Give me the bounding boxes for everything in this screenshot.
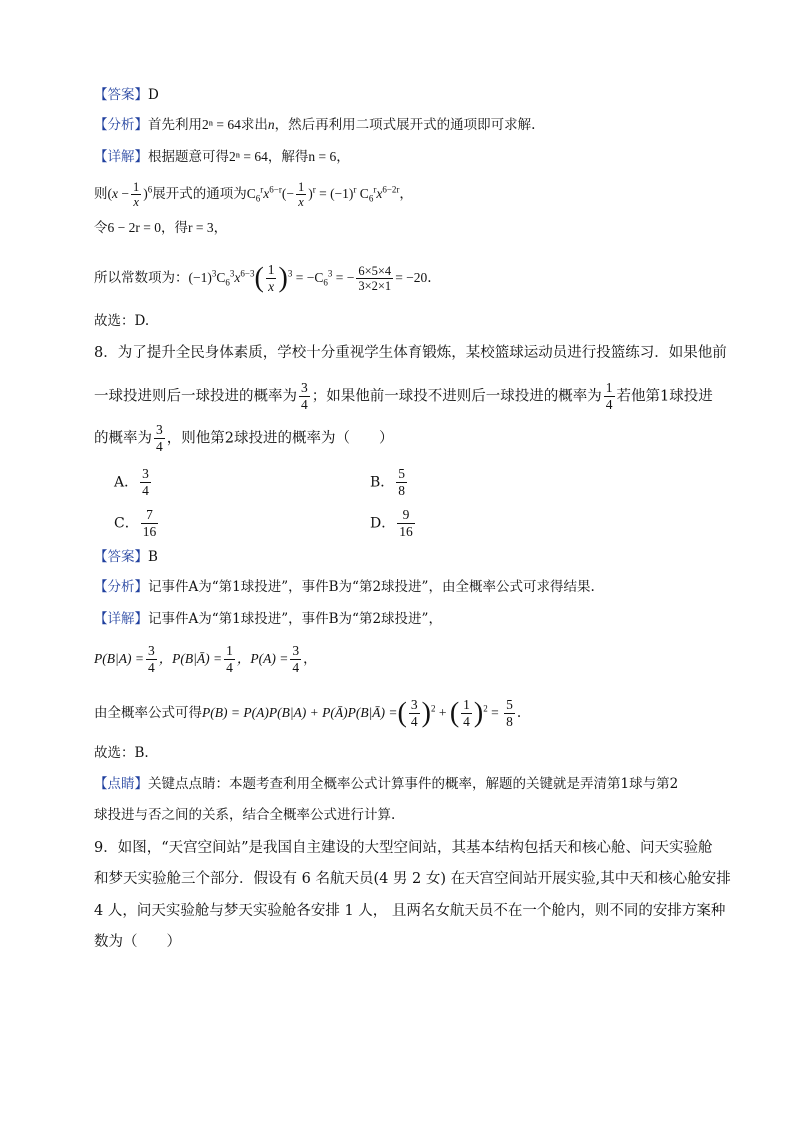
right-paren: )	[421, 697, 431, 729]
question-stem: 和梦天实验舱三个部分．假设有 6 名航天员(4 男 2 女) 在天宫空间站开展实验,其中天和核心舱安排	[94, 871, 731, 887]
fraction-one-quarter: $\frac{1}{4}$	[226, 643, 233, 675]
choose-text: 故选：B.	[94, 745, 149, 761]
question-stem: 如图，“天宫空间站”是我国自主建设的大型空间站，其基本结构包括天和核心舱、问天实验舱	[117, 840, 713, 856]
q9-stem-line-1	[94, 838, 713, 858]
square-plus: $^2$ +	[430, 703, 450, 720]
fraction-one-quarter: $\frac{1}{4}$	[463, 697, 470, 729]
q9-stem-line-4	[94, 932, 181, 952]
right-paren: )	[473, 697, 484, 729]
right-paren: )	[278, 262, 288, 294]
square-equals: $^2$ =	[483, 703, 503, 720]
constant-expression: $(-1)^3C_6^3x^{6-3}$	[188, 268, 255, 288]
option-fraction: $\frac{3}{4}$	[142, 466, 149, 498]
detail-text: ，解得	[267, 149, 309, 165]
option-label: A．	[114, 474, 139, 491]
detail-equation: n = 6	[308, 149, 337, 164]
let-equation: 6 − 2r = 0	[107, 220, 161, 235]
option-label: D．	[370, 515, 396, 532]
question-stem: 为了提升全民身体素质，学校十分重视学生体育锻炼，某校篮球运动员进行投篮练习．如果他前	[117, 345, 727, 361]
detail-tag: 【详解】	[94, 149, 148, 165]
q8-choose-line	[94, 743, 149, 763]
q7-detail-line	[94, 147, 350, 167]
fraction-three-quarters: $\frac{3}{4}$	[147, 643, 155, 675]
q9-stem-line-3	[94, 901, 725, 921]
let-text: 令	[94, 220, 108, 236]
question-stem: 4 人，问天实验舱与梦天实验舱各安排 1 人， 且两名女航天员不在一个舱内，则不同的安排方案种	[94, 903, 726, 919]
q7-analysis-line	[94, 115, 535, 135]
option-a[interactable]	[114, 466, 153, 499]
detail-tag: 【详解】	[94, 611, 148, 627]
fraction-1-over-x: $\frac{1}{x}$	[297, 180, 305, 209]
q7-answer-line	[94, 85, 159, 105]
constant-result: = −20	[395, 270, 428, 285]
option-label: B．	[370, 474, 395, 491]
option-fraction: $\frac{9}{16}$	[399, 507, 413, 539]
q8-total-probability-line: 由全概率公式可得P(B) = P(A)P(B|A) + P(Ā)P(B|Ā) =( $\frac{3}{4}$ )$^2$ + ( $\frac{1}{4}$ )$^2$ = $\frac{5}{8}$ .	[94, 697, 522, 729]
binomial-expression: (x −	[107, 186, 129, 201]
note-text: 球投进与否之间的关系，结合全概率公式进行计算.	[94, 807, 396, 823]
probability-b-given-not-a: ，P(B|Ā) =	[158, 651, 223, 666]
q7-general-term-line	[94, 180, 413, 209]
option-fraction: $\frac{5}{8}$	[398, 466, 406, 498]
let-text: ，得	[160, 220, 188, 236]
q8-stem-line-2	[94, 380, 713, 413]
q9-stem-line-2	[94, 869, 731, 889]
q8-stem-line-3	[94, 422, 393, 455]
note-text: 关键点点睛：本题考查利用全概率公式计算事件的概率，解题的关键就是弄清第1球与第2	[148, 776, 679, 792]
q7-choose-line	[94, 311, 149, 331]
question-stem: 数为（ ）	[94, 934, 181, 950]
analysis-text: 求出	[240, 117, 268, 133]
q8-note-line-2	[94, 805, 395, 825]
q8-note-line-1	[94, 774, 678, 794]
option-c[interactable]	[114, 507, 160, 540]
let-text: ，	[213, 220, 228, 236]
punctuation: ，	[303, 651, 317, 667]
option-fraction: $\frac{7}{16}$	[142, 507, 157, 539]
fraction-1-over-x: $\frac{1}{x}$	[133, 180, 140, 209]
answer-value: B	[148, 549, 158, 565]
fraction-one-quarter: $\frac{1}{4}$	[605, 380, 613, 412]
analysis-tag: 【分析】	[94, 579, 148, 595]
analysis-text: ，然后再利用二项式展开式的通项即可求解.	[274, 117, 536, 133]
question-number: 8．	[94, 345, 118, 361]
q8-stem-line-1	[94, 343, 727, 363]
answer-tag: 【答案】	[94, 87, 148, 103]
analysis-variable: n	[267, 117, 275, 132]
probability-b-given-a: P(B|A) =	[94, 651, 144, 666]
option-d[interactable]	[370, 507, 417, 540]
q7-let-line	[94, 218, 227, 238]
left-paren: (	[254, 262, 264, 294]
general-term-result: )$^r = (-1)^r$ $C_6^rx^{6-2r}$	[308, 184, 400, 204]
left-paren: (	[397, 697, 407, 729]
note-tag: 【点睛】	[94, 776, 148, 792]
general-text: ，	[399, 186, 413, 202]
result-fraction: $\frac{5}{8}$	[506, 697, 513, 729]
detail-text: ，	[336, 149, 350, 165]
question-stem: 一球投进则后一球投进的概率为	[94, 388, 297, 405]
question-number: 9．	[94, 840, 118, 856]
constant-fraction: $\frac{6\times 5\times 4}{3\times 2\times 1}$	[358, 264, 392, 293]
total-text: 由全概率公式可得	[94, 705, 202, 721]
fraction-three-quarters: $\frac{3}{4}$	[156, 422, 163, 454]
fraction-three-quarters: $\frac{3}{4}$	[301, 380, 308, 412]
question-stem: ；如果他前一球投不进则后一球投进的概率为	[311, 388, 602, 405]
left-paren: (	[449, 697, 460, 729]
general-text: 则	[94, 186, 108, 202]
detail-text: 根据题意可得	[148, 149, 229, 165]
fraction-1-over-x: $\frac{1}{x}$	[267, 262, 275, 294]
option-label: C．	[114, 515, 139, 532]
question-stem: 的概率为	[94, 430, 152, 447]
constant-text: 所以常数项为：	[94, 270, 189, 286]
probability-a: ，P(A) =	[236, 651, 289, 666]
detail-text: 记事件A为“第1球投进”，事件B为“第2球投进”，	[148, 611, 442, 627]
question-stem: ，则他第2球投进的概率为（ ）	[166, 430, 394, 447]
answer-value: D	[148, 87, 159, 103]
q8-probabilities-line	[94, 643, 317, 676]
analysis-tag: 【分析】	[94, 117, 148, 133]
general-term-formula: $C_6^rx^{6-r}(-$	[246, 184, 294, 204]
fraction-three-quarters: $\frac{3}{4}$	[292, 643, 300, 675]
q8-analysis-line	[94, 577, 595, 597]
constant-expression-2: $^3 = -C_6^3$ = −	[287, 268, 355, 288]
q8-detail-line	[94, 609, 442, 629]
analysis-equation: 2ⁿ = 64	[202, 117, 241, 132]
q8-answer-line	[94, 547, 158, 567]
binomial-exponent: )$^6$	[143, 184, 153, 201]
q7-constant-term-line: 所以常数项为：$(-1)^3C_6^3x^{6-3}$( $\frac{1}{x}$ )$^3 = -C_6^3$ = − $\frac{6\times 5\times 4}{3\times 2\times 1}$ = −20.	[94, 262, 432, 294]
question-stem: 若他第1球投进	[616, 388, 713, 405]
fraction-three-quarters: $\frac{3}{4}$	[410, 697, 418, 729]
analysis-text: 记事件A为“第1球投进”，事件B为“第2球投进”，由全概率公式可求得结果.	[148, 579, 595, 595]
total-equation: P(B) = P(A)P(B|A) + P(Ā)P(B|Ā) =	[202, 705, 398, 720]
option-b[interactable]	[370, 466, 409, 499]
analysis-text: 首先利用	[148, 117, 202, 133]
let-result: r = 3	[187, 220, 214, 235]
answer-tag: 【答案】	[94, 549, 148, 565]
general-text: 展开式的通项为	[152, 186, 247, 202]
choose-text: 故选：D.	[94, 313, 150, 329]
detail-equation: 2ⁿ = 64	[229, 149, 268, 164]
